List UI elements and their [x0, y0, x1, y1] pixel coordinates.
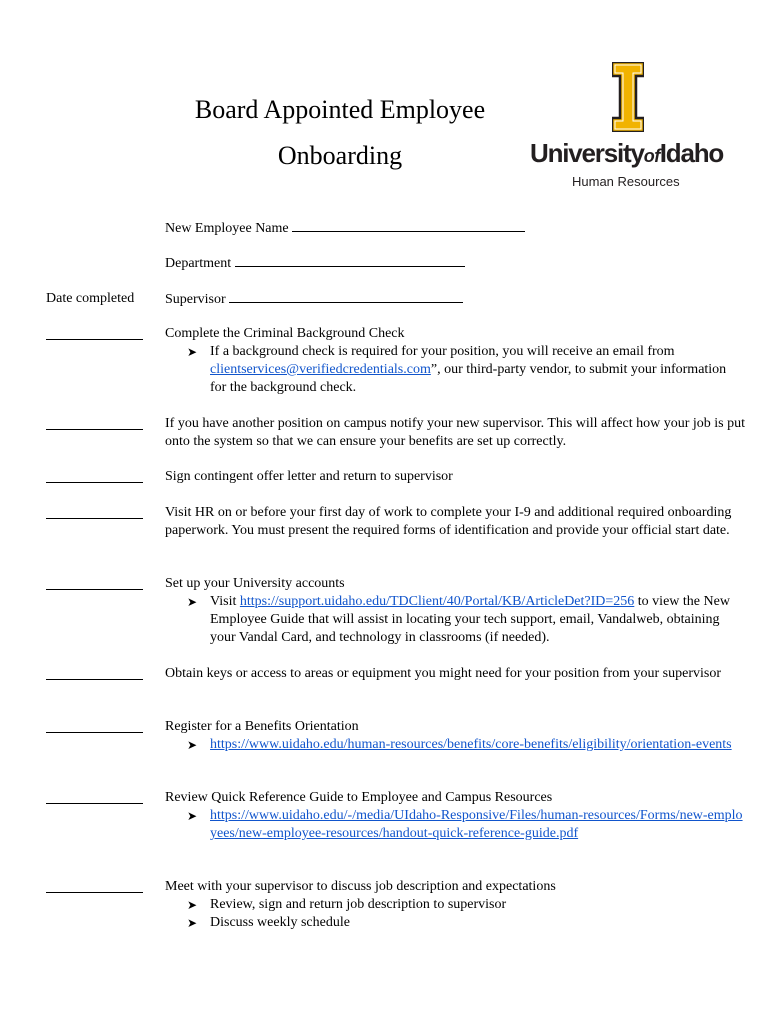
task-item — [165, 878, 745, 932]
task-bullet: ➤ Review, sign and return job description to supervisor — [187, 897, 507, 912]
university-of-idaho-logo — [528, 62, 738, 192]
arrow-bullet-icon: ➤ — [187, 595, 198, 609]
task-text: Obtain keys or access to areas or equipment you might need for your position from your supervisor — [165, 666, 721, 681]
email-link[interactable]: clientservices@verifiedcredentials.com — [210, 362, 431, 377]
arrow-bullet-icon: ➤ — [187, 898, 198, 912]
document-title-line1: Board Appointed Employee — [194, 95, 486, 124]
date-completed-blank[interactable] — [46, 429, 143, 430]
department-label: Department — [165, 256, 232, 271]
task-text: Set up your University accounts — [165, 576, 345, 591]
new-employee-name-blank[interactable] — [292, 219, 525, 232]
task-bullet — [165, 736, 745, 754]
arrow-bullet-icon: ➤ — [187, 738, 198, 752]
task-item — [165, 504, 745, 540]
task-text: Complete the Criminal Background Check — [165, 326, 405, 341]
department-blank[interactable] — [235, 254, 465, 267]
logo-wordmark: UniversityofIdaho — [530, 138, 724, 168]
task-text: Visit HR on or before your first day of work to complete your I-9 and additional required onboarding paperwork. You must present the required forms of identification and provide your official start date. — [165, 505, 732, 538]
date-completed-blank[interactable] — [46, 679, 143, 680]
date-completed-blank[interactable] — [46, 892, 143, 893]
task-bullet: ➤ Visit https://support.uidaho.edu/TDClient/40/Portal/KB/ArticleDet?ID=256 to view the New Employee Guide that will assist in locating your tech support, email, Vandalweb, obtaining your Vandal Card, and technology in classrooms (if needed). — [187, 594, 730, 645]
task-item — [165, 575, 745, 647]
date-completed-blank[interactable] — [46, 589, 143, 590]
task-text: If you have another position on campus notify your new supervisor. This will affect how your job is put onto the system so that we can ensure your benefits are set up correctly. — [165, 416, 746, 449]
task-text: Register for a Benefits Orientation — [165, 719, 359, 734]
support-kb-link[interactable]: https://support.uidaho.edu/TDClient/40/Portal/KB/ArticleDet?ID=256 — [239, 594, 635, 609]
date-completed-label: Date completed — [46, 291, 135, 306]
arrow-bullet-icon: ➤ — [187, 916, 198, 930]
task-text: Meet with your supervisor to discuss job description and expectations — [165, 879, 556, 894]
supervisor-label: Supervisor — [165, 292, 226, 307]
date-completed-blank[interactable] — [46, 803, 143, 804]
date-completed-blank[interactable] — [46, 339, 143, 340]
task-item — [165, 718, 745, 754]
task-item — [165, 665, 745, 683]
date-completed-blank[interactable] — [46, 732, 143, 733]
department-field[interactable] — [165, 254, 465, 273]
task-item — [165, 415, 745, 451]
task-bullet: ➤ Discuss weekly schedule — [187, 915, 350, 930]
task-item — [165, 789, 745, 843]
block-i-logo-icon — [612, 62, 644, 132]
benefits-orientation-link[interactable]: https://www.uidaho.edu/human-resources/benefits/core-benefits/eligibility/orientation-events — [210, 737, 732, 752]
task-bullet — [165, 807, 745, 843]
task-text: Sign contingent offer letter and return to supervisor — [165, 469, 453, 484]
supervisor-field[interactable] — [165, 290, 463, 309]
arrow-bullet-icon: ➤ — [187, 345, 198, 359]
document-title-line2: Onboarding — [277, 141, 403, 170]
supervisor-blank[interactable] — [229, 290, 463, 303]
new-employee-name-field[interactable] — [165, 219, 525, 238]
task-text: Review Quick Reference Guide to Employee and Campus Resources — [165, 790, 553, 805]
task-item — [165, 325, 745, 397]
quick-reference-guide-link[interactable]: https://www.uidaho.edu/-/media/UIdaho-Responsive/Files/human-resources/Forms/new-employees/new-employee-resources/handout-quick-reference-guide.pdf — [210, 808, 743, 841]
new-employee-name-label: New Employee Name — [165, 221, 289, 236]
logo-subtitle: Human Resources — [572, 174, 680, 189]
date-completed-blank[interactable] — [46, 482, 143, 483]
arrow-bullet-icon: ➤ — [187, 809, 198, 823]
date-completed-blank[interactable] — [46, 518, 143, 519]
task-bullet: ➤ If a background check is required for your position, you will receive an email from clientservices@verifiedcredentials.com”, our third-party vendor, to submit your information for the background check. — [187, 344, 727, 395]
task-item — [165, 468, 745, 486]
